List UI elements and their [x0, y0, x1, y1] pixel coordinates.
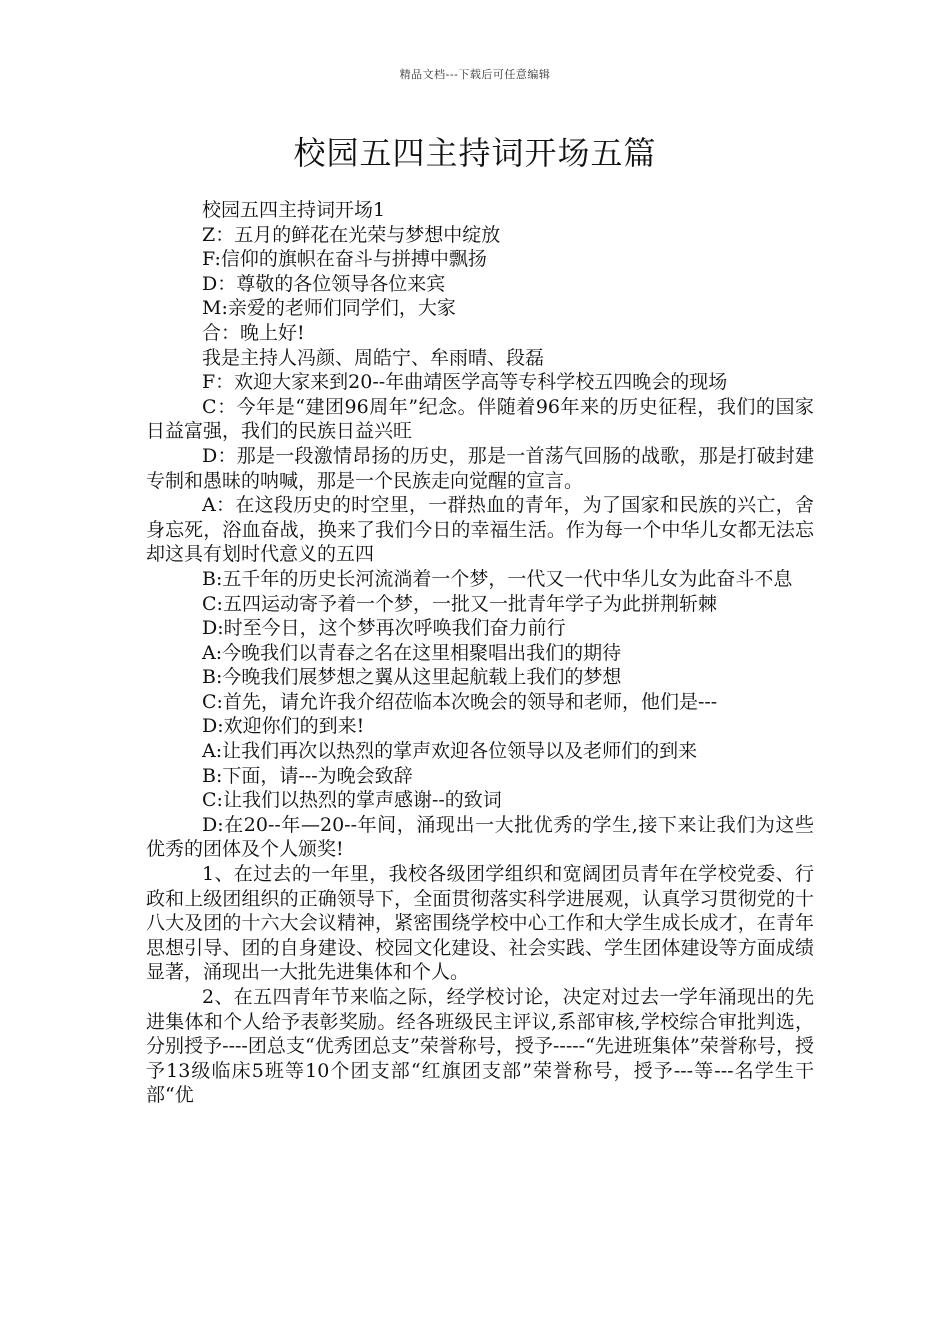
- paragraph: B:五千年的历史长河流淌着一个梦，一代又一代中华儿女为此奋斗不息: [202, 567, 793, 590]
- paragraph: D：尊敬的各位领导各位来宾: [202, 272, 446, 295]
- paragraph: B:今晚我们展梦想之翼从这里起航载上我们的梦想: [202, 666, 622, 689]
- paragraph: A:今晚我们以青春之名在这里相聚唱出我们的期待: [202, 641, 622, 664]
- page-header-note: 精品文档---下载后可任意编辑: [399, 68, 551, 81]
- paragraph: D：那是一段激情昂扬的历史，那是一首荡气回肠的战歌，那是打破封建专制和愚昧的呐喊，那是一个民族走向觉醒的宣言。: [146, 444, 814, 492]
- paragraph: F：欢迎大家来到20--年曲靖医学高等专科学校五四晚会的现场: [202, 371, 728, 394]
- paragraph: B:下面，请---为晚会致辞: [202, 764, 413, 787]
- paragraph: C：今年是“建团96周年”纪念。伴随着96年来的历史征程，我们的国家日益富强，我们的民族日益兴旺: [146, 395, 814, 443]
- document-title: 校园五四主持词开场五篇: [293, 134, 657, 172]
- paragraph: C:让我们以热烈的掌声感谢--的致词: [202, 789, 502, 812]
- paragraph: D:欢迎你们的到来!: [202, 715, 365, 738]
- paragraph: 校园五四主持词开场1: [202, 199, 386, 221]
- paragraph: 2、在五四青年节来临之际，经学校讨论，决定对过去一学年涌现出的先进集体和个人给予表彰奖励。经各班级民主评议,系部审核,学校综合审批判选，分别授予----团总支“优秀团总支”荣誉称号，授予-----“先进班集体”荣誉称号，授予13级临床5班等10个团支部“红旗团支部”荣誉称号，授予---等---名学生干部“优: [146, 986, 814, 1107]
- paragraph: M:亲爱的老师们同学们，大家: [202, 297, 456, 320]
- paragraph: 1、在过去的一年里，我校各级团学组织和宽阔团员青年在学校党委、行政和上级团组织的正确领导下，全面贯彻落实科学进展观，认真学习贯彻党的十八大及团的十六大会议精神，紧密围绕学校中心工作和大学生成长成才，在青年思想引导、团的自身建设、校园文化建设、社会实践、学生团体建设等方面成绩显著，涌现出一大批先进集体和个人。: [146, 863, 814, 984]
- paragraph: A:让我们再次以热烈的掌声欢迎各位领导以及老师们的到来: [202, 740, 698, 763]
- paragraph: D:时至今日，这个梦再次呼唤我们奋力前行: [202, 617, 566, 640]
- paragraph: F:信仰的旗帜在奋斗与拼搏中飘扬: [202, 248, 487, 271]
- paragraph: A：在这段历史的时空里，一群热血的青年，为了国家和民族的兴亡，舍身忘死，浴血奋战，换来了我们今日的幸福生活。作为每一个中华儿女都无法忘却这具有划时代意义的五四: [146, 494, 814, 566]
- paragraph: Z：五月的鲜花在光荣与梦想中绽放: [202, 223, 501, 246]
- paragraph: 合：晚上好!: [202, 321, 305, 344]
- paragraph: 我是主持人冯颜、周皓宁、牟雨晴、段磊: [202, 346, 545, 369]
- paragraph: D:在20--年—20--年间，涌现出一大批优秀的学生,接下来让我们为这些优秀的团体及个人颁奖!: [146, 813, 814, 861]
- paragraph: C:五四运动寄予着一个梦，一批又一批青年学子为此拼荆斩棘: [202, 592, 717, 615]
- document-body: [146, 198, 814, 1108]
- paragraph: C:首先，请允许我介绍莅临本次晚会的领导和老师，他们是---: [202, 690, 718, 713]
